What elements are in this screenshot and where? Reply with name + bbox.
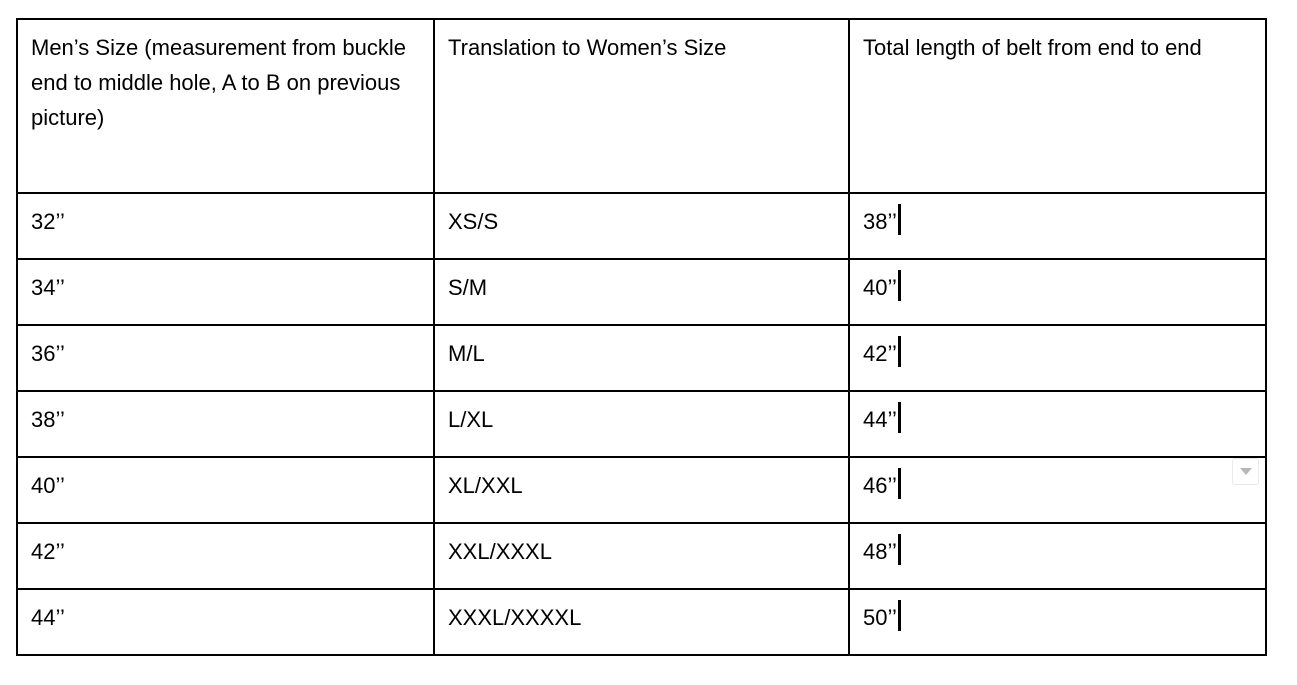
cell-value: XXXL/XXXXL bbox=[448, 605, 582, 630]
cell-value: 40’’ bbox=[863, 275, 897, 300]
table-row bbox=[17, 193, 1266, 259]
text-cursor bbox=[898, 270, 901, 301]
cell-total-length[interactable] bbox=[849, 457, 1266, 523]
text-cursor bbox=[898, 402, 901, 433]
text-cursor bbox=[898, 204, 901, 235]
cell-total-length[interactable] bbox=[849, 523, 1266, 589]
table-row-menu-button[interactable] bbox=[1232, 458, 1259, 485]
cell-value: 42’’ bbox=[31, 539, 65, 564]
table-row bbox=[17, 589, 1266, 655]
table-row bbox=[17, 457, 1266, 523]
cell-total-length[interactable] bbox=[849, 391, 1266, 457]
cell-total-length[interactable] bbox=[849, 259, 1266, 325]
cell-value: 46’’ bbox=[863, 473, 897, 498]
cell-value: 38’’ bbox=[31, 407, 65, 432]
cell-womens-size[interactable] bbox=[434, 259, 849, 325]
cell-value: 50’’ bbox=[863, 605, 897, 630]
cell-value: 40’’ bbox=[31, 473, 65, 498]
table-row bbox=[17, 259, 1266, 325]
text-cursor bbox=[898, 468, 901, 499]
cell-womens-size[interactable] bbox=[434, 457, 849, 523]
cell-value: 34’’ bbox=[31, 275, 65, 300]
cell-value: 48’’ bbox=[863, 539, 897, 564]
cell-total-length[interactable] bbox=[849, 193, 1266, 259]
belt-size-table bbox=[16, 18, 1267, 656]
cell-value: XXL/XXXL bbox=[448, 539, 552, 564]
cell-value: 36’’ bbox=[31, 341, 65, 366]
text-cursor bbox=[898, 534, 901, 565]
header-total-length[interactable]: Total length of belt from end to end bbox=[849, 19, 1266, 193]
header-mens-size[interactable]: Men’s Size (measurement from buckle end to middle hole, A to B on previous picture) bbox=[17, 19, 434, 193]
cell-womens-size[interactable] bbox=[434, 325, 849, 391]
cell-value: XS/S bbox=[448, 209, 499, 234]
cell-total-length[interactable] bbox=[849, 325, 1266, 391]
table-row bbox=[17, 391, 1266, 457]
table-row bbox=[17, 523, 1266, 589]
chevron-down-icon bbox=[1240, 468, 1252, 475]
cell-mens-size[interactable] bbox=[17, 523, 434, 589]
cell-value: 44’’ bbox=[31, 605, 65, 630]
text-cursor bbox=[898, 600, 901, 631]
header-womens-size[interactable]: Translation to Women’s Size bbox=[434, 19, 849, 193]
cell-mens-size[interactable] bbox=[17, 457, 434, 523]
cell-value: M/L bbox=[448, 341, 485, 366]
cell-mens-size[interactable] bbox=[17, 325, 434, 391]
header-row bbox=[17, 19, 1266, 193]
text-cursor bbox=[898, 336, 901, 367]
cell-womens-size[interactable] bbox=[434, 391, 849, 457]
table-row bbox=[17, 325, 1266, 391]
cell-mens-size[interactable] bbox=[17, 193, 434, 259]
cell-value: 38’’ bbox=[863, 209, 897, 234]
cell-womens-size[interactable] bbox=[434, 589, 849, 655]
cell-value: S/M bbox=[448, 275, 488, 300]
cell-total-length[interactable] bbox=[849, 589, 1266, 655]
cell-value: 44’’ bbox=[863, 407, 897, 432]
cell-mens-size[interactable] bbox=[17, 589, 434, 655]
cell-womens-size[interactable] bbox=[434, 193, 849, 259]
cell-value: XL/XXL bbox=[448, 473, 523, 498]
cell-mens-size[interactable] bbox=[17, 259, 434, 325]
cell-value: 42’’ bbox=[863, 341, 897, 366]
cell-value: L/XL bbox=[448, 407, 494, 432]
cell-value: 32’’ bbox=[31, 209, 65, 234]
cell-mens-size[interactable] bbox=[17, 391, 434, 457]
cell-womens-size[interactable] bbox=[434, 523, 849, 589]
